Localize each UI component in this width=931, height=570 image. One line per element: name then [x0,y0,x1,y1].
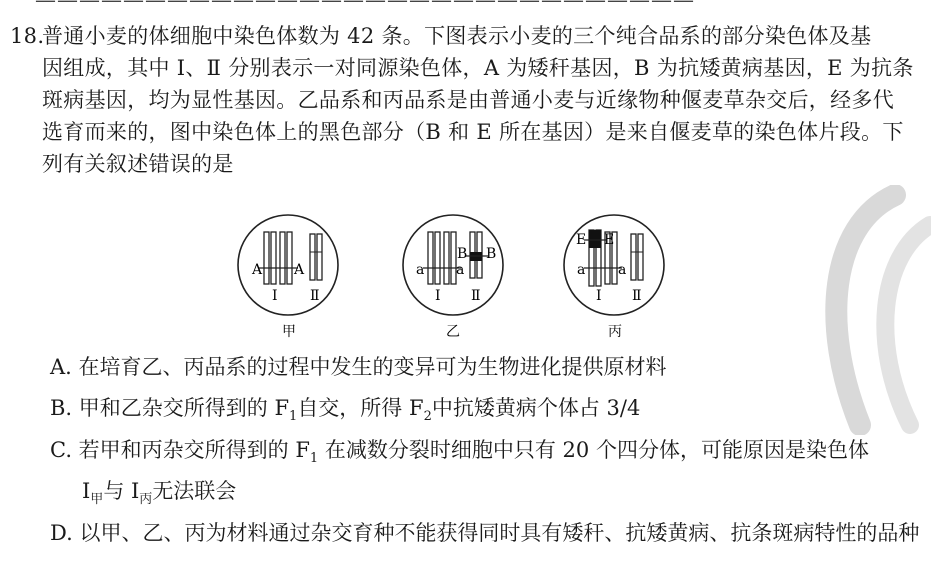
label-a-left: a [416,262,425,278]
stem-line-4: 选育而来的，图中染色体上的黑色部分（B 和 E 所在基因）是来自偃麦草的染色体片段。下 [42,120,904,144]
label-I: Ⅰ [272,288,278,304]
watermark-graphic [800,185,931,435]
cell-bing [564,215,664,340]
option-c-continued: $Ⅰ_甲$与 $Ⅰ_丙$无法联会 [82,479,237,508]
cell-yi [403,215,503,340]
stem-line-3: 斑病基因，均为显性基因。乙品系和丙品系是由普通小麦与近缘物种偃麦草杂交后，经多代 [42,88,894,112]
label-II: Ⅱ [471,288,481,304]
stem-line-5: 列有关叙述错误的是 [42,152,234,176]
label-A-right: A [294,262,305,278]
option-c: C. 若甲和丙杂交所得到的 $F_1$ 在减数分裂时细胞中只有 20 个四分体，可能原因是染色体 [50,438,869,467]
label-E-left: E [576,232,587,248]
option-b: B. 甲和乙杂交所得到的 $F_1$自交，所得 $F_2$中抗矮黄病个体占 3/4 [50,396,641,425]
label-a-right: a [456,262,465,278]
stem-line-2: 因组成，其中 Ⅰ、Ⅱ 分别表示一对同源染色体，A 为矮秆基因，B 为抗矮黄病基因，E 为抗条 [42,56,914,80]
cut-off-previous-line: —————————————————————————————— [35,0,695,12]
cell-name-bing: 丙 [608,324,622,340]
cell-name-jia: 甲 [282,324,296,340]
chromosome-figure [230,210,690,350]
stem-line-1: 18.普通小麦的体细胞中染色体数为 42 条。下图表示小麦的三个纯合品系的部分染色体及基 [10,20,915,52]
label-A-left: A [252,262,263,278]
label-a-left: a [577,262,586,278]
label-B-left: B [457,246,468,262]
question-number: 18. [10,24,45,48]
cell-jia [238,215,338,340]
option-d: D. 以甲、乙、丙为材料通过杂交育种不能获得同时具有矮秆、抗矮黄病、抗条斑病特性的品种 [50,521,920,545]
label-II: Ⅱ [632,288,642,304]
label-a-right: a [618,262,627,278]
label-E-right: E [604,232,615,248]
label-I: Ⅰ [435,288,441,304]
label-I: Ⅰ [596,288,602,304]
label-II: Ⅱ [310,288,320,304]
label-B-right: B [486,246,497,262]
option-a: A. 在培育乙、丙品系的过程中发生的变异可为生物进化提供原材料 [50,355,667,379]
question-stem [10,20,915,180]
cell-name-yi: 乙 [446,324,460,340]
